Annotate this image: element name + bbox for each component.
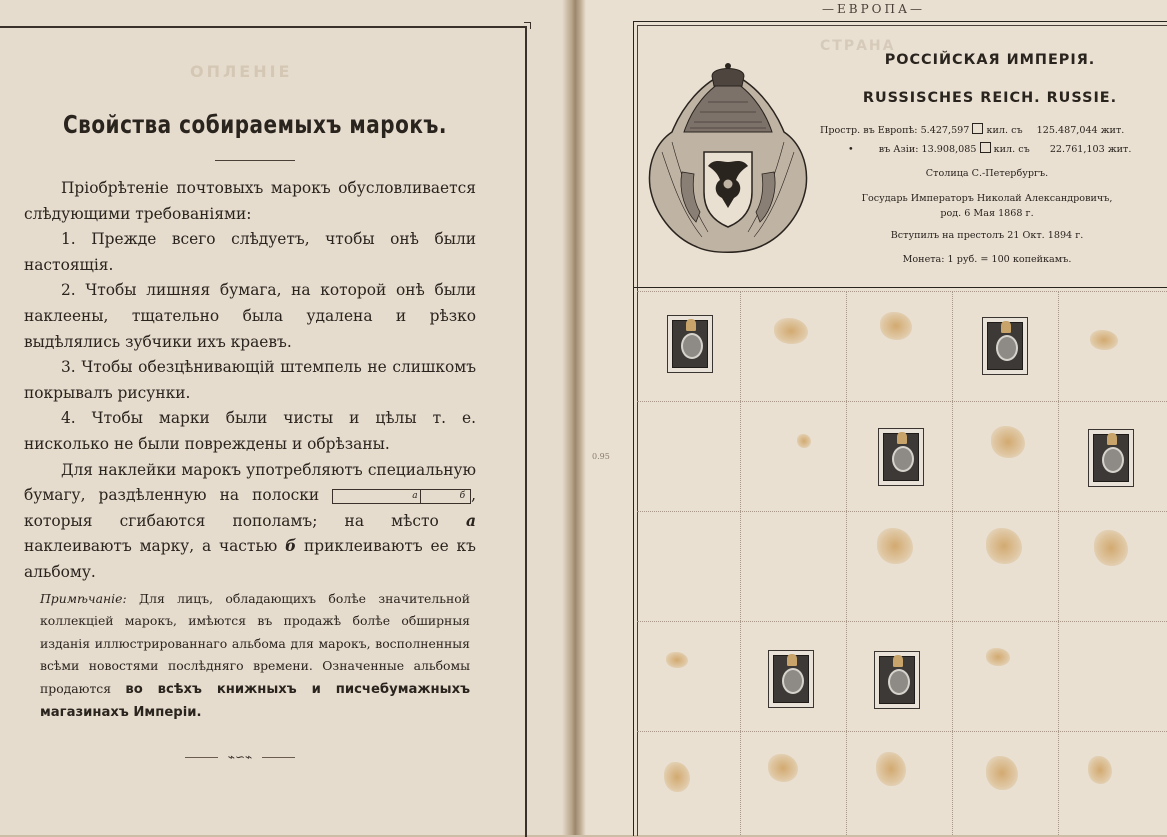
square-unit-icon [972,123,983,134]
strip-label-b: б [420,490,468,503]
page-title: Свойства собираемыхъ марокъ. [62,109,448,139]
square-unit-icon [980,142,991,153]
book-gutter [562,0,586,835]
note-label: Примѣчаніе: [40,591,127,606]
hinge-stain [1088,756,1112,784]
hinge-stain [880,312,912,340]
grid-line [637,401,1167,402]
area-europe-value: 5.427,597 [920,125,970,136]
rule-3: 3. Чтобы обезцѣнивающій штемпель не слишкомъ покрывалъ рисунки. [24,358,476,402]
postage-stamp [982,317,1028,375]
area-unit-asia: кил. [993,144,1016,155]
area-asia-value: 13.908,085 [921,144,977,155]
rule-4: 4. Чтобы марки были чисты и цѣлы т. е. нисколько не были повреждены и обрѣзаны. [24,409,476,453]
strip-label-a: а [412,490,418,501]
hinge-stain [986,648,1010,666]
pop-prefix: съ [1011,125,1023,136]
pop-unit-asia: жит. [1107,144,1132,155]
grid-line [637,291,1167,292]
mount-text-c: наклеиваютъ марку, а частью [24,537,278,556]
postage-stamp [878,428,924,486]
coat-of-arms-icon [642,62,814,262]
country-name-russian: РОССІЙСКАЯ ИМПЕРІЯ. [884,52,1096,68]
hinge-stain [986,528,1022,564]
grid-line [1058,291,1059,835]
grid-line [952,291,953,835]
section-header: —ЕВРОПА— [822,2,926,16]
grid-line [637,511,1167,512]
mount-text-d: приклеиваютъ ее къ альбому. [24,537,476,581]
postage-stamp [768,650,814,708]
area-europe-label: Простр. въ Европѣ: [820,125,918,136]
hinge-stain [664,762,690,792]
pop-unit: жит. [1100,125,1125,136]
area-europe-row [812,123,1167,136]
hinge-stain [666,652,688,668]
mount-text-a: Для наклейки марокъ употребляютъ специальную бумагу, раздѣленную на полоски [24,460,476,505]
rule-2: 2. Чтобы лишняя бумага, на которой онѣ были наклеены, тщательно была удалена и рѣзко выдѣлялись зубчики ихъ краевъ. [24,281,476,351]
grid-line [846,291,847,835]
bleed-through-text-right: СТРАНА [820,38,896,54]
grid-line [740,291,741,835]
pop-asia-value: 22.761,103 [1049,144,1105,155]
mount-text-b: , которыя сгибаются пополамъ; на мѣсто [24,486,476,530]
hinge-stain [768,754,798,782]
postage-stamp [1088,429,1134,487]
hinge-stain [1094,530,1128,566]
strip-diagram [332,489,471,504]
letter-a: а [466,511,476,530]
area-asia-label: въ Азіи: [878,144,919,155]
postage-stamp [874,651,920,709]
hinge-stain [876,752,906,786]
hinge-stain [1090,330,1118,350]
pop-prefix-asia: съ [1018,144,1030,155]
intro-paragraph: Пріобрѣтеніе почтовыхъ марокъ обусловливается слѣдующими требованіями: [24,179,476,223]
capital-line: Столица С.-Петербургъ. [925,168,1049,179]
pencil-margin-mark: 0.95 [592,452,610,461]
left-body-text [24,176,476,586]
title-rule [215,160,295,161]
hinge-stain [797,434,811,448]
area-asia-row: • въ Азіи: 13.908,085 кил. съ 22.761,103 жит. [848,144,1132,155]
sovereign-line: Государь Императоръ Николай Александровичъ, [861,193,1113,204]
hinge-stain [877,528,913,564]
note-bold-text: во всѣхъ книжныхъ и писчебумажныхъ магазинахъ Имперіи. [40,681,470,721]
hinge-stain [774,318,808,344]
country-name-german-french: RUSSISCHES REICH. RUSSIE. [862,90,1118,106]
hinge-stain [991,426,1025,458]
grid-line [637,621,1167,622]
rule-1: 1. Прежде всего слѣдуетъ, чтобы онѣ были настоящія. [24,230,476,274]
note-text: Для лицъ, обладающихъ болѣе значительной коллекціей марокъ, имѣются въ продажѣ болѣе обширныя изданія иллюстрированнаго альбома для марокъ, восполненныя всѣми новостями послѣдняго времени. Означенные альбомы продаются [40,591,470,696]
pop-europe-value: 125.487,044 [1036,125,1098,136]
grid-line [637,731,1167,732]
bleed-through-text: ОПЛЕНІЕ [190,62,293,81]
area-unit: кил. [986,125,1009,136]
accession-line: Вступилъ на престолъ 21 Окт. 1894 г. [890,230,1084,241]
hinge-stain [986,756,1018,790]
letter-b: б [285,537,297,556]
born-line: род. 6 Мая 1868 г. [940,208,1034,219]
footnote [40,588,470,724]
ornament-icon: ⌁∽⌁ [218,748,262,766]
postage-stamp [667,315,713,373]
mounting-paragraph [24,458,476,586]
currency-line: Монета: 1 руб. = 100 копейкамъ. [902,254,1072,265]
